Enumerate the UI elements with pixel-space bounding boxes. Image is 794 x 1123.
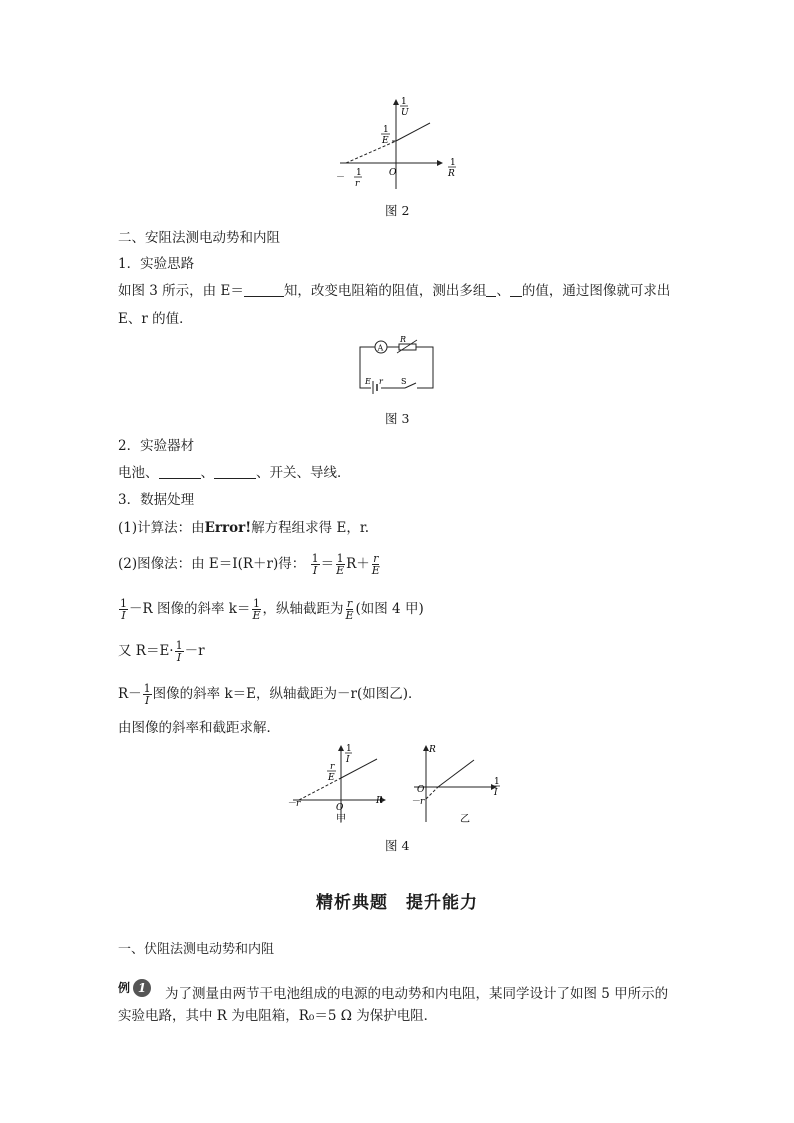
fig2-neg-sign: － xyxy=(336,173,346,183)
eq-frac-1-over-E: $\frac{1}{E}$ xyxy=(336,552,345,577)
rearranged-a: 又 R＝E· xyxy=(118,643,174,659)
eq-equals: ＝ xyxy=(320,556,335,572)
fig3-wire-loop xyxy=(360,347,433,388)
figure-4-left xyxy=(285,742,395,828)
blank-3[interactable] xyxy=(510,282,522,297)
s3-calc-a: (1)计算法：由 xyxy=(118,520,205,536)
slope-frac-k: $\frac{1}{E}$ xyxy=(252,597,261,622)
fig2-neg-den: r xyxy=(355,179,360,189)
fig3-resistor-label: R xyxy=(400,336,407,344)
fig3-battery-label: E xyxy=(365,377,371,386)
fig4a-int-num: r xyxy=(330,762,335,772)
s3-graph-a: (2)图像法：由 E＝I(R＋r)得： xyxy=(118,556,306,572)
fig3-ammeter-label: A xyxy=(377,343,384,353)
fig4a-neg: －r xyxy=(287,799,301,809)
example-text-1: 为了测量由两节干电池组成的电源的电动势和内电阻，某同学设计了如图 5 甲所示的 xyxy=(165,986,669,1002)
example-line-2: 实验电路，其中 R 为电阻箱，R₀＝5 Ω 为保护电阻． xyxy=(118,1008,438,1024)
example-number-badge: 1 xyxy=(133,979,151,997)
slope-text-a: －R 图像的斜率 k＝ xyxy=(129,601,251,617)
s3-graph-method xyxy=(118,553,382,576)
fig4b-neg: －r xyxy=(411,797,425,807)
fig4a-y-num: 1 xyxy=(346,744,352,754)
s3-calc-error: Error! xyxy=(204,520,252,536)
rearranged-frac: $\frac{1}{I}$ xyxy=(175,639,183,664)
fig4b-sub-label: 乙 xyxy=(460,814,470,825)
fig4b-x-num: 1 xyxy=(494,777,500,787)
fig3-resistor-box xyxy=(399,344,416,350)
s3-title: 3．数据处理 xyxy=(118,492,195,508)
s2-p-a: 电池、 xyxy=(118,465,159,481)
s3-calc-b: 解方程组求得 E，r. xyxy=(251,520,370,536)
fig2-caption: 图 2 xyxy=(385,203,410,218)
slope-text-b: ，纵轴截距为 xyxy=(262,601,344,617)
rgraph-a: R－ xyxy=(118,686,142,702)
fig4a-sub-label: 甲 xyxy=(336,814,346,825)
rgraph-frac: $\frac{1}{I}$ xyxy=(143,682,151,707)
blank-1[interactable] xyxy=(244,282,284,297)
s3-slope-line xyxy=(118,598,424,621)
fig2-y-den: U xyxy=(401,108,409,118)
fig2-y-num: 1 xyxy=(401,97,407,107)
eq-R-plus: R＋ xyxy=(346,556,370,572)
fig2-neg-num: 1 xyxy=(356,168,362,178)
example-line-1 xyxy=(118,978,668,1004)
fig2-solid-line xyxy=(396,123,430,141)
fig3-caption: 图 3 xyxy=(385,411,410,426)
fig4a-x-label: R xyxy=(376,796,383,806)
s2-paragraph xyxy=(118,463,351,483)
blank-2[interactable] xyxy=(486,282,496,297)
s3-rearranged-line xyxy=(118,640,205,663)
s1-paragraph-1 xyxy=(118,281,670,301)
slope-frac-1-over-I: $\frac{1}{I}$ xyxy=(120,597,127,622)
fig4b-origin: O xyxy=(417,785,425,795)
s1-p1-d: 的值，通过图像就可求出 xyxy=(521,283,671,299)
s2-title: 2．实验器材 xyxy=(118,438,195,454)
s1-p1-a: 如图 3 所示，由 E＝ xyxy=(118,283,244,299)
fig4a-int-den: E xyxy=(328,773,335,783)
fig3-switch-gap xyxy=(405,385,417,391)
rearranged-b: －r xyxy=(184,643,205,659)
fig2-int-num: 1 xyxy=(383,125,389,135)
fig4b-y-label: R xyxy=(429,745,436,755)
s1-title: 1．实验思路 xyxy=(118,256,195,272)
s3-calc-method xyxy=(118,518,369,538)
fig2-origin: O xyxy=(389,168,397,178)
fig4a-origin: O xyxy=(336,803,344,813)
eq-frac-r-over-E: $\frac{r}{E}$ xyxy=(371,552,380,577)
section-title: 精析典题 提升能力 xyxy=(316,893,478,913)
fig4a-y-den: I xyxy=(346,755,350,765)
fig4a-dashed-line xyxy=(299,778,341,800)
heading-current-resistance: 二、安阻法测电动势和内阻 xyxy=(118,230,280,246)
s3-R-graph-line xyxy=(118,683,422,706)
fig3-switch-label: S xyxy=(401,377,407,386)
s2-p-b: 、 xyxy=(200,465,214,481)
s2-p-c: 、开关、导线． xyxy=(256,465,351,481)
slope-text-d: (如图 4 甲) xyxy=(355,601,424,617)
blank-5[interactable] xyxy=(214,464,256,479)
fig4b-x-den: I xyxy=(494,788,498,798)
figure-4-right xyxy=(410,742,510,828)
eq-frac-1-over-I: $\frac{1}{I}$ xyxy=(311,552,319,577)
figure-3-circuit xyxy=(355,336,439,394)
heading-voltage-resistance: 一、伏阻法测电动势和内阻 xyxy=(118,942,275,957)
fig2-x-num: 1 xyxy=(450,158,456,168)
fig2-int-den: E xyxy=(382,136,389,146)
blank-4[interactable] xyxy=(159,464,201,479)
figure-2 xyxy=(330,94,470,194)
rgraph-b: 图像的斜率 k＝E，纵轴截距为－r(如图乙)． xyxy=(152,686,422,702)
fig4b-dashed-line xyxy=(426,787,438,799)
fig2-x-den: R xyxy=(448,169,455,179)
slope-frac-intercept: $\frac{r}{E}$ xyxy=(345,597,354,622)
fig3-internal-label: r xyxy=(379,377,383,386)
s1-paragraph-2: E、r 的值． xyxy=(118,311,193,327)
s3-conclusion: 由图像的斜率和截距求解． xyxy=(118,720,280,736)
s1-p1-c: 、 xyxy=(496,283,510,299)
fig4b-solid-line xyxy=(438,760,474,787)
s1-p1-b: 知，改变电阻箱的阻值，测出多组 xyxy=(283,283,487,299)
fig4-caption: 图 4 xyxy=(385,838,410,853)
example-label: 例 xyxy=(118,981,131,995)
